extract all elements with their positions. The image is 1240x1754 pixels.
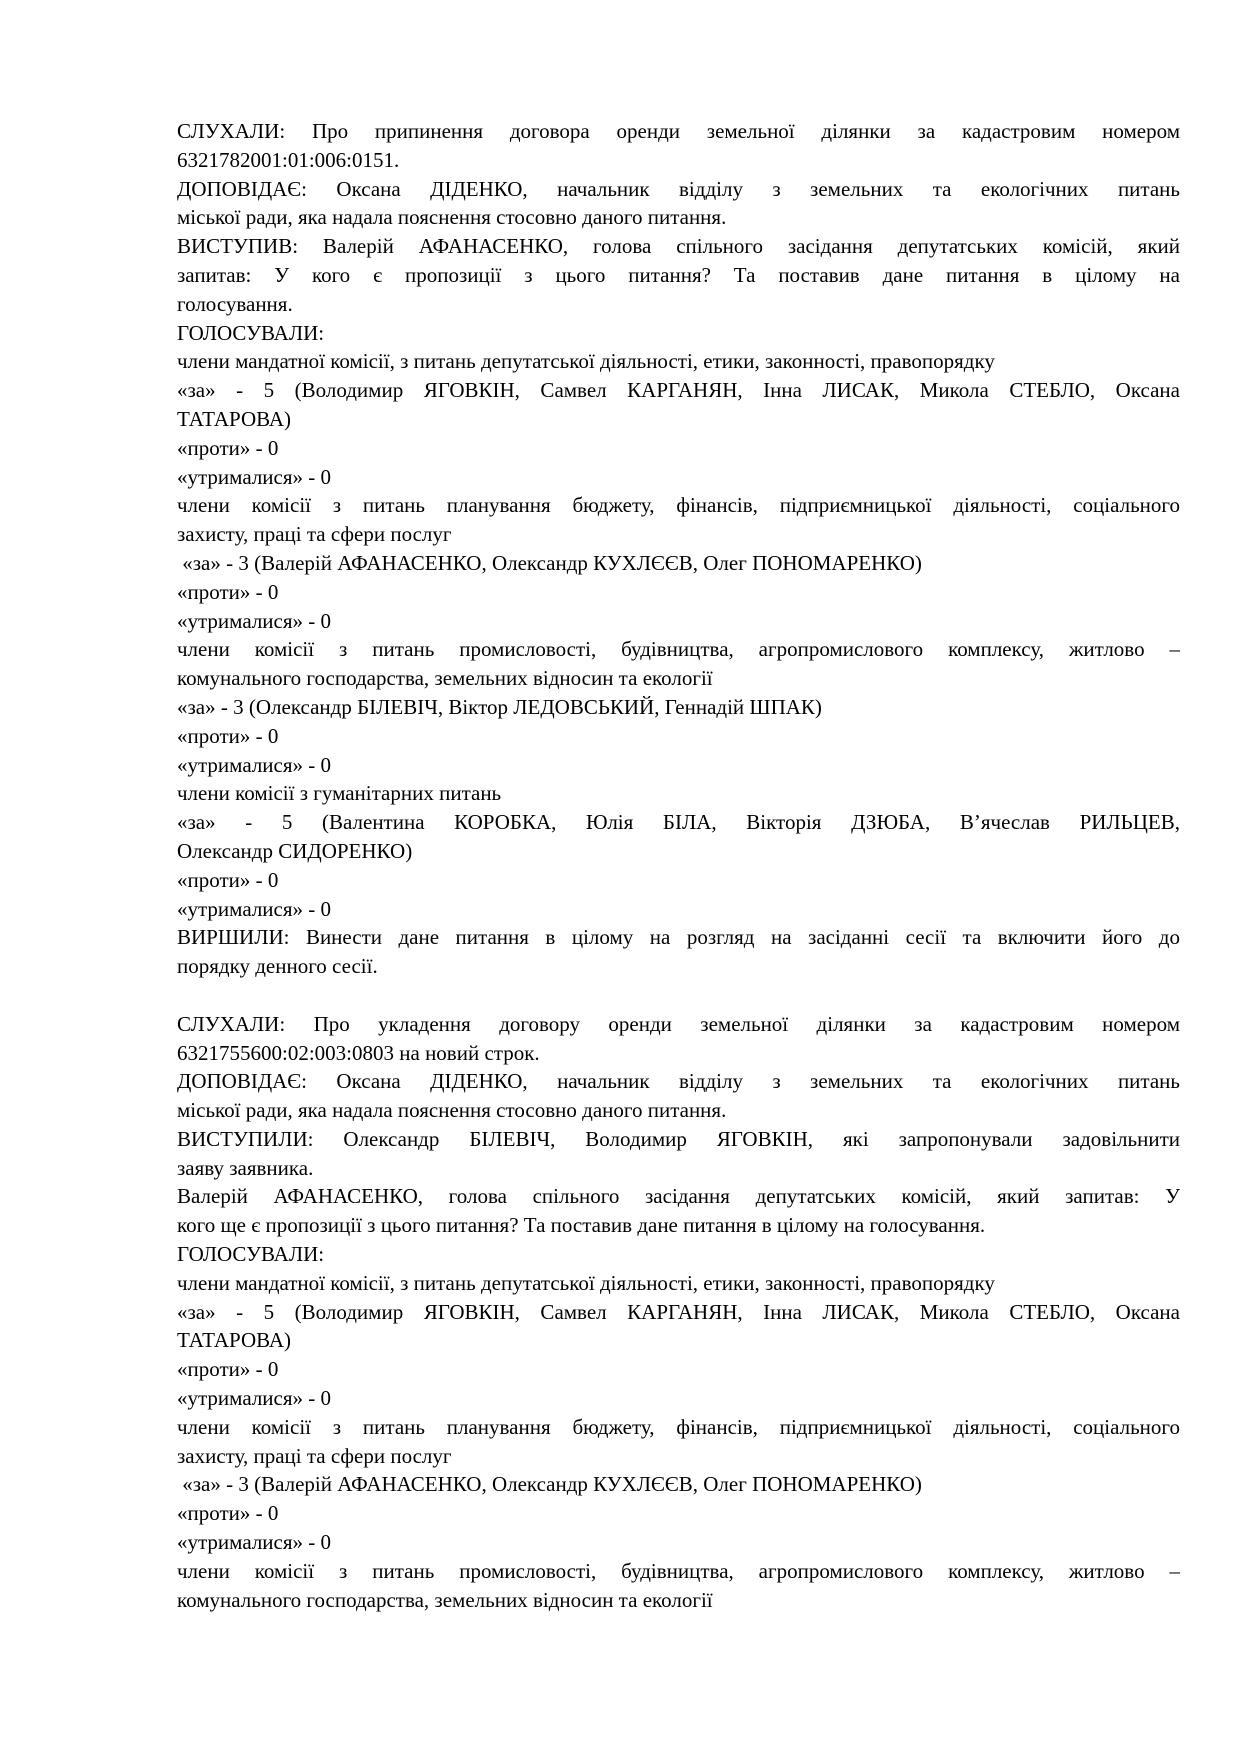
blank-line <box>177 981 1180 1010</box>
text-line: «за» - 3 (Валерій АФАНАСЕНКО, Олександр КУХЛЄЄВ, Олег ПОНОМАРЕНКО) <box>177 550 922 575</box>
text-line: Валерій АФАНАСЕНКО, голова спільного засідання депутатських комісій, який запитав: У <box>177 1184 1180 1209</box>
text-line: члени комісії з питань планування бюджету, фінансів, підприємницької діяльності, соціального <box>177 493 1180 518</box>
text-line: «за» - 5 (Володимир ЯГОВКІН, Самвел КАРГАНЯН, Інна ЛИСАК, Микола СТЕБЛО, Оксана <box>177 1299 1180 1324</box>
text-line: захисту, праці та сфери послуг <box>177 1443 452 1468</box>
text-line: члени мандатної комісії, з питань депутатської діяльності, етики, законності, правопорядку <box>177 349 995 374</box>
text-line: комунального господарства, земельних відносин та екології <box>177 666 713 691</box>
text-line: члени комісії з гуманітарних питань <box>177 781 502 806</box>
text-line: ДОПОВІДАЄ: Оксана ДІДЕНКО, начальник відділу з земельних та екологічних питань <box>177 1069 1180 1094</box>
text-line: ТАТАРОВА) <box>177 406 291 431</box>
text-line: ВИРШИЛИ: Винести дане питання в цілому на розгляд на засіданні сесії та включити його до <box>177 925 1180 950</box>
text-line: порядку денного сесії. <box>177 954 378 979</box>
text-line: ГОЛОСУВАЛИ: <box>177 1242 325 1267</box>
text-line: голосування. <box>177 291 293 316</box>
text-line: СЛУХАЛИ: Про припинення договора оренди земельної ділянки за кадастровим номером <box>177 119 1180 143</box>
text-line: «проти» - 0 <box>177 1501 279 1526</box>
text-line: СЛУХАЛИ: Про укладення договору оренди земельної ділянки за кадастровим номером <box>177 1011 1180 1036</box>
text-line: члени мандатної комісії, з питань депутатської діяльності, етики, законності, правопорядку <box>177 1270 995 1295</box>
text-line: Олександр СИДОРЕНКО) <box>177 838 413 863</box>
text-line: «утрималися» - 0 <box>177 608 332 633</box>
text-line: члени комісії з питань планування бюджету, фінансів, підприємницької діяльності, соціального <box>177 1414 1180 1439</box>
text-line: ГОЛОСУВАЛИ: <box>177 320 325 345</box>
text-line: члени комісії з питань промисловості, будівництва, агропромислового комплексу, житлово – <box>177 1558 1180 1583</box>
text-line: «за» - 5 (Валентина КОРОБКА, Юлія БІЛА, Вікторія ДЗЮБА, В’ячеслав РИЛЬЦЕВ, <box>177 810 1180 835</box>
text-line: «утрималися» - 0 <box>177 752 332 777</box>
text-line: «утрималися» - 0 <box>177 896 332 921</box>
text-line: «проти» - 0 <box>177 723 279 748</box>
text-line: заяву заявника. <box>177 1155 314 1180</box>
text-line: «утрималися» - 0 <box>177 1530 332 1555</box>
text-line: 6321782001:01:006:0151. <box>177 147 400 172</box>
text-line: «проти» - 0 <box>177 1357 279 1382</box>
text-line: міської ради, яка надала пояснення стосовно даного питання. <box>177 1098 727 1123</box>
text-line: «утрималися» - 0 <box>177 464 332 489</box>
text-line: ВИСТУПИЛИ: Олександр БІЛЕВІЧ, Володимир ЯГОВКІН, які запропонували задовільнити <box>177 1126 1180 1151</box>
text-line: «утрималися» - 0 <box>177 1386 332 1411</box>
text-line: запитав: У кого є пропозиції з цього питання? Та поставив дане питання в цілому на <box>177 262 1180 287</box>
document-body <box>177 117 1180 1614</box>
text-line: ДОПОВІДАЄ: Оксана ДІДЕНКО, начальник відділу з земельних та екологічних питань <box>177 176 1180 201</box>
text-line: «за» - 3 (Валерій АФАНАСЕНКО, Олександр КУХЛЄЄВ, Олег ПОНОМАРЕНКО) <box>177 1472 922 1497</box>
text-line: ВИСТУПИВ: Валерій АФАНАСЕНКО, голова спільного засідання депутатських комісій, який <box>177 234 1180 259</box>
text-line: «за» - 3 (Олександр БІЛЕВІЧ, Віктор ЛЕДОВСЬКИЙ, Геннадій ШПАК) <box>177 694 822 719</box>
text-line: «проти» - 0 <box>177 867 279 892</box>
text-line: члени комісії з питань промисловості, будівництва, агропромислового комплексу, житлово – <box>177 637 1180 662</box>
text-line: захисту, праці та сфери послуг <box>177 522 452 547</box>
text-line: міської ради, яка надала пояснення стосовно даного питання. <box>177 205 727 230</box>
text-line: комунального господарства, земельних відносин та екології <box>177 1587 713 1612</box>
text-line: кого ще є пропозиції з цього питання? Та поставив дане питання в цілому на голосування. <box>177 1213 986 1238</box>
text-line: «проти» - 0 <box>177 579 279 604</box>
text-line: «за» - 5 (Володимир ЯГОВКІН, Самвел КАРГАНЯН, Інна ЛИСАК, Микола СТЕБЛО, Оксана <box>177 378 1180 403</box>
text-line: 6321755600:02:003:0803 на новий строк. <box>177 1040 540 1065</box>
text-line: ТАТАРОВА) <box>177 1328 291 1353</box>
text-line: «проти» - 0 <box>177 435 279 460</box>
